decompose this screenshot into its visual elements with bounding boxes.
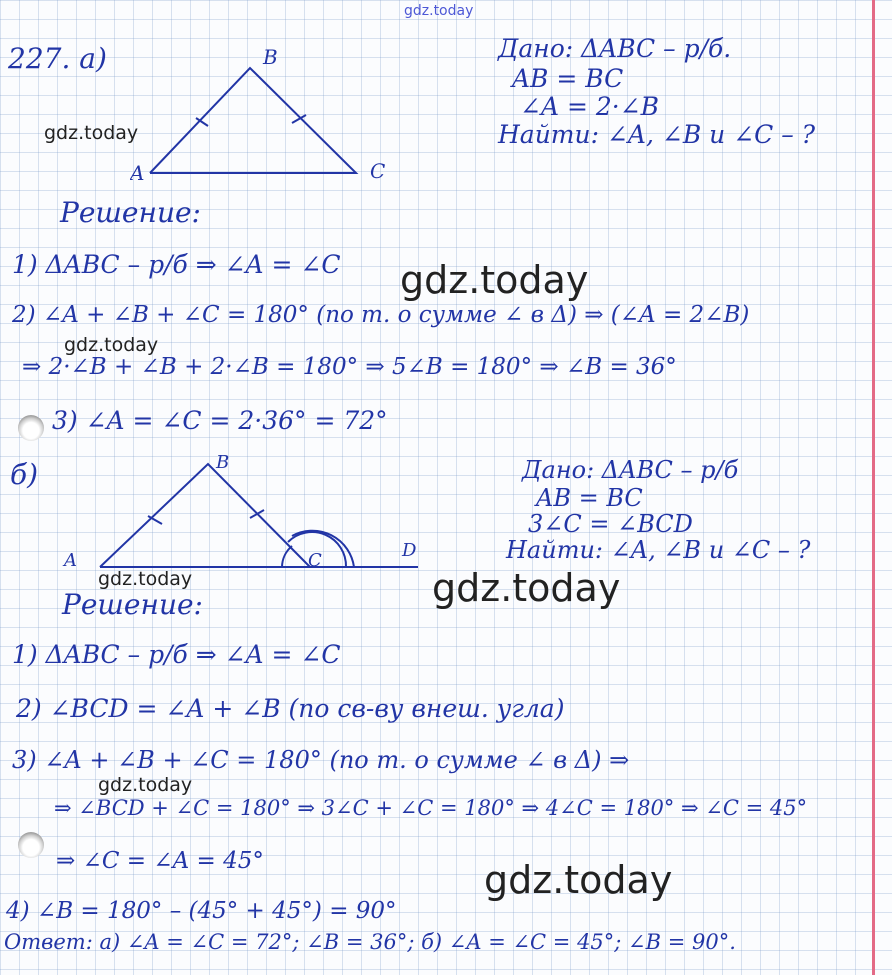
binder-hole: [18, 832, 44, 858]
solution-b-step-1: 1) ΔABC – р/б ⇒ ∠A = ∠C: [12, 640, 341, 669]
vertex-a-label: A: [64, 550, 77, 571]
vertex-b-label: B: [216, 452, 230, 473]
triangle-a-figure: [130, 40, 400, 190]
given-a-line-1: AB = BC: [512, 64, 624, 93]
watermark-top: gdz.today: [404, 3, 474, 19]
problem-a-header: 227. а): [8, 42, 107, 75]
triangle-b-figure: [60, 448, 430, 583]
solution-a-title: Решение:: [60, 196, 201, 229]
vertex-d-label: D: [402, 540, 417, 561]
find-a: Найти: ∠A, ∠B и ∠C – ?: [498, 120, 816, 149]
solution-a-step-1: 1) ΔABC – р/б ⇒ ∠A = ∠C: [12, 250, 341, 279]
solution-a-step-3: 3) ∠A = ∠C = 2·36° = 72°: [52, 406, 388, 435]
binder-hole: [18, 415, 44, 441]
vertex-c-label: C: [370, 159, 386, 183]
notebook-margin-line: [872, 0, 875, 975]
watermark-small: gdz.today: [64, 334, 159, 356]
solution-b-step-3: 3) ∠A + ∠B + ∠C = 180° (по т. о сумме ∠ в Δ) ⇒: [12, 746, 630, 774]
watermark-large: gdz.today: [432, 566, 621, 610]
given-a-line-2: ∠A = 2·∠B: [520, 92, 660, 121]
find-b: Найти: ∠A, ∠B и ∠C – ?: [506, 536, 811, 564]
vertex-a-label: A: [130, 161, 145, 185]
problem-b-header: б): [10, 458, 39, 491]
vertex-b-label: B: [263, 45, 278, 69]
solution-b-step-3-cont: ⇒ ∠BCD + ∠C = 180° ⇒ 3∠C + ∠C = 180° ⇒ 4∠C = 180° ⇒ ∠C = 45°: [54, 796, 808, 820]
solution-a-step-2: 2) ∠A + ∠B + ∠C = 180° (по т. о сумме ∠ в Δ) ⇒ (∠A = 2∠B): [12, 302, 750, 328]
given-b-line-1: AB = BC: [536, 484, 643, 512]
solution-a-step-2-cont: ⇒ 2·∠B + ∠B + 2·∠B = 180° ⇒ 5∠B = 180° ⇒ ∠B = 36°: [22, 354, 677, 380]
watermark-small: gdz.today: [98, 774, 193, 796]
watermark-large: gdz.today: [484, 858, 673, 902]
solution-b-title: Решение:: [62, 588, 203, 621]
watermark-small: gdz.today: [98, 568, 193, 590]
solution-b-step-4: 4) ∠B = 180° – (45° + 45°) = 90°: [6, 898, 397, 924]
given-a-title: Дано: ΔABC – р/б.: [498, 34, 732, 63]
watermark-small: gdz.today: [44, 122, 139, 144]
solution-b-step-2: 2) ∠BCD = ∠A + ∠B (по св-ву внеш. угла): [16, 694, 565, 723]
given-b-title: Дано: ΔABC – р/б: [522, 456, 739, 484]
answer-line: Ответ: а) ∠A = ∠C = 72°; ∠B = 36°; б) ∠A = ∠C = 45°; ∠B = 90°.: [4, 930, 736, 954]
vertex-c-label: C: [308, 550, 322, 571]
watermark-large: gdz.today: [400, 258, 589, 302]
solution-b-step-3-result: ⇒ ∠C = ∠A = 45°: [56, 848, 264, 874]
given-b-line-2: 3∠C = ∠BCD: [528, 510, 693, 538]
